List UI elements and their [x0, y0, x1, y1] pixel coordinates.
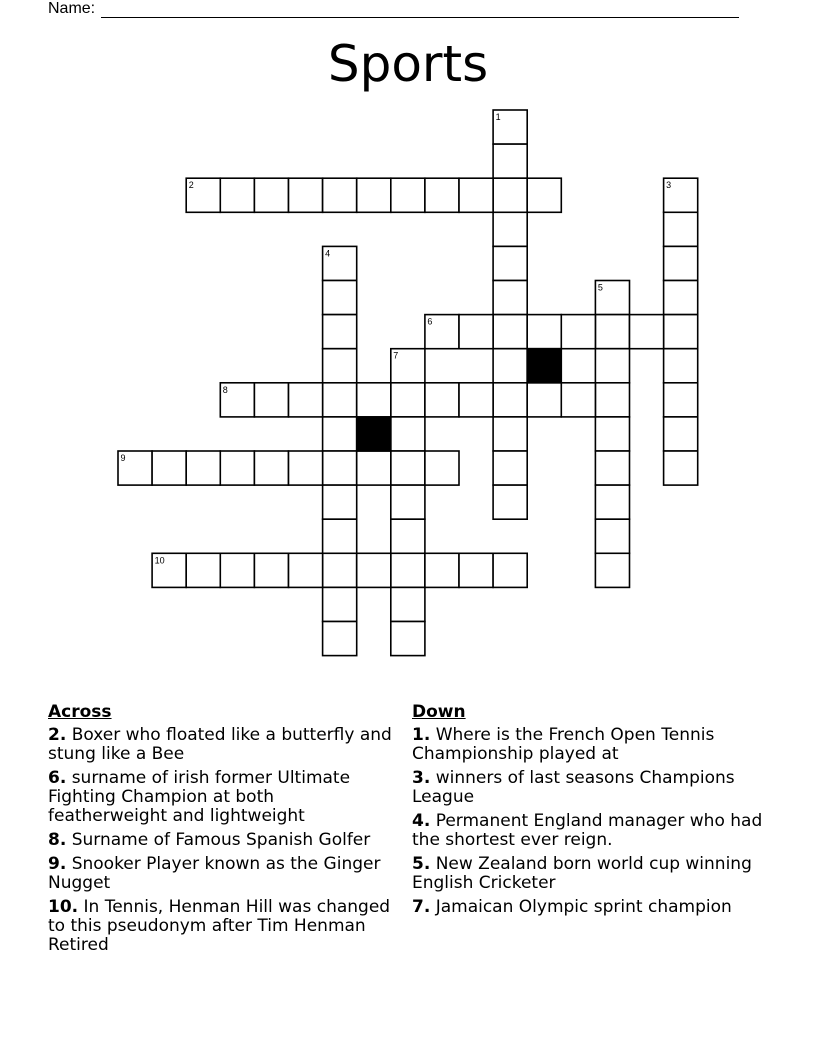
grid-cell[interactable]: [323, 315, 357, 349]
across-heading: Across: [48, 702, 112, 722]
grid-cell[interactable]: [527, 315, 561, 349]
clue-number: 5.: [412, 854, 431, 874]
grid-cell[interactable]: [391, 178, 425, 212]
grid-cell[interactable]: [391, 383, 425, 417]
cell-number: 10: [154, 555, 165, 566]
puzzle-title: Sports: [327, 35, 489, 93]
clue-text: winners of last seasons Champions League: [412, 768, 735, 807]
grid-cell[interactable]: [254, 178, 288, 212]
down-clue: [412, 769, 772, 807]
grid-cell[interactable]: [493, 485, 527, 519]
cell-number: 3: [666, 180, 672, 191]
grid-cell[interactable]: [323, 281, 357, 315]
grid-cell[interactable]: [561, 315, 595, 349]
cell-number: 5: [597, 282, 603, 293]
grid-cell[interactable]: [357, 178, 391, 212]
grid-cell[interactable]: [493, 315, 527, 349]
grid-cell[interactable]: [391, 485, 425, 519]
clue-text: Boxer who floated like a butterfly and stung like a Bee: [48, 725, 392, 764]
grid-cell[interactable]: [289, 553, 323, 587]
clue-number: 8.: [48, 830, 67, 850]
clue-text: In Tennis, Henman Hill was changed to this pseudonym after Tim Henman Retired: [48, 897, 391, 955]
grid-cell[interactable]: [254, 383, 288, 417]
grid-cell[interactable]: [664, 246, 698, 280]
clue-number: 3.: [412, 768, 431, 788]
clue-text: New Zealand born world cup winning English Cricketer: [412, 854, 752, 893]
cell-number: 8: [222, 384, 228, 395]
clue-text: Permanent England manager who had the shortest ever reign.: [412, 811, 763, 850]
grid-cell[interactable]: [459, 383, 493, 417]
grid-cell[interactable]: [459, 315, 493, 349]
grid-cell[interactable]: [323, 451, 357, 485]
grid-cell[interactable]: [391, 553, 425, 587]
grid-cell[interactable]: [323, 622, 357, 656]
grid-cell[interactable]: [595, 315, 629, 349]
grid-cell[interactable]: [493, 178, 527, 212]
grid-cell[interactable]: [391, 451, 425, 485]
grid-cell[interactable]: [357, 383, 391, 417]
clue-number: 10.: [48, 897, 79, 917]
grid-cell[interactable]: [289, 451, 323, 485]
grid-cell[interactable]: [493, 212, 527, 246]
grid-cell[interactable]: [220, 553, 254, 587]
grid-cell[interactable]: [289, 178, 323, 212]
grid-cell[interactable]: [391, 622, 425, 656]
grid-cell[interactable]: [186, 553, 220, 587]
grid-cell[interactable]: [493, 246, 527, 280]
down-clue: [412, 812, 772, 850]
grid-cell[interactable]: [664, 417, 698, 451]
grid-cell[interactable]: [493, 281, 527, 315]
grid-cell[interactable]: [459, 553, 493, 587]
grid-cell[interactable]: [595, 451, 629, 485]
grid-cell[interactable]: [664, 315, 698, 349]
clue-text: Jamaican Olympic sprint champion: [435, 897, 732, 917]
grid-cell[interactable]: [595, 417, 629, 451]
grid-cell[interactable]: [493, 383, 527, 417]
clue-number: 7.: [412, 897, 431, 917]
grid-cell[interactable]: [493, 451, 527, 485]
grid-cell[interactable]: [493, 417, 527, 451]
cell-number: 9: [120, 453, 126, 463]
grid-cell[interactable]: [493, 349, 527, 383]
grid-cell[interactable]: [664, 212, 698, 246]
grid-cell[interactable]: [664, 281, 698, 315]
grid-cell[interactable]: [425, 553, 459, 587]
grid-cell[interactable]: [220, 451, 254, 485]
grid-cell[interactable]: [664, 451, 698, 485]
clue-number: 9.: [48, 854, 67, 874]
clue-number: 6.: [48, 768, 67, 788]
grid-cell[interactable]: [323, 553, 357, 587]
grid-cell[interactable]: [391, 587, 425, 621]
grid-cell[interactable]: [391, 519, 425, 553]
grid-cell[interactable]: [595, 519, 629, 553]
grid-cell[interactable]: [630, 315, 664, 349]
grid-cell[interactable]: [254, 553, 288, 587]
cell-number: 6: [427, 316, 433, 327]
grid-cell[interactable]: [493, 553, 527, 587]
grid-cell[interactable]: [595, 383, 629, 417]
grid-cell[interactable]: [595, 485, 629, 519]
grid-cell[interactable]: [595, 349, 629, 383]
cell-number: 1: [495, 112, 501, 122]
down-heading: Down: [412, 702, 466, 722]
grid-cell[interactable]: [323, 485, 357, 519]
down-clue: [412, 898, 772, 917]
grid-cell[interactable]: [220, 178, 254, 212]
clue-text: Snooker Player known as the Ginger Nugget: [48, 854, 381, 893]
grid-cell[interactable]: [493, 144, 527, 178]
grid-cell[interactable]: [425, 451, 459, 485]
clue-number: 1.: [412, 725, 431, 745]
down-clues: [412, 702, 772, 922]
clue-text: Surname of Famous Spanish Golfer: [71, 830, 371, 850]
across-clue: [48, 831, 393, 850]
grid-cell[interactable]: [425, 383, 459, 417]
grid-cell[interactable]: [323, 178, 357, 212]
across-clues: [48, 702, 393, 960]
grid-cell[interactable]: [459, 178, 493, 212]
across-clue: [48, 898, 393, 955]
grid-cell[interactable]: [323, 519, 357, 553]
grid-cell[interactable]: [425, 178, 459, 212]
cell-number: 2: [188, 180, 194, 191]
clue-text: Where is the French Open Tennis Championship played at: [412, 725, 715, 764]
down-clue: [412, 726, 772, 764]
name-label: Name:: [48, 0, 96, 17]
grid-cell[interactable]: [186, 451, 220, 485]
grid-cell[interactable]: [561, 383, 595, 417]
grid-cell[interactable]: [527, 178, 561, 212]
across-clue: [48, 726, 393, 764]
down-clue: [412, 855, 772, 893]
grid-cell[interactable]: [595, 553, 629, 587]
grid-cell[interactable]: [152, 451, 186, 485]
grid-cell[interactable]: [289, 383, 323, 417]
grid-cell[interactable]: [391, 417, 425, 451]
across-clue: [48, 769, 393, 826]
across-clue: [48, 855, 393, 893]
clue-text: surname of irish former Ultimate Fighting Champion at both featherweight and lightweight: [48, 768, 351, 826]
grid-cell[interactable]: [323, 587, 357, 621]
grid-cell[interactable]: [664, 383, 698, 417]
cell-number: 7: [393, 350, 399, 361]
black-cell: [357, 417, 391, 451]
grid-cell[interactable]: [323, 349, 357, 383]
grid-cell[interactable]: [357, 451, 391, 485]
grid-cell[interactable]: [357, 553, 391, 587]
grid-cell[interactable]: [323, 417, 357, 451]
clue-number: 4.: [412, 811, 431, 831]
cell-number: 4: [325, 248, 331, 259]
grid-cell[interactable]: [664, 349, 698, 383]
grid-cell[interactable]: [254, 451, 288, 485]
grid-cell[interactable]: [527, 383, 561, 417]
black-cell: [527, 349, 561, 383]
grid-cell[interactable]: [323, 383, 357, 417]
clue-number: 2.: [48, 725, 67, 745]
